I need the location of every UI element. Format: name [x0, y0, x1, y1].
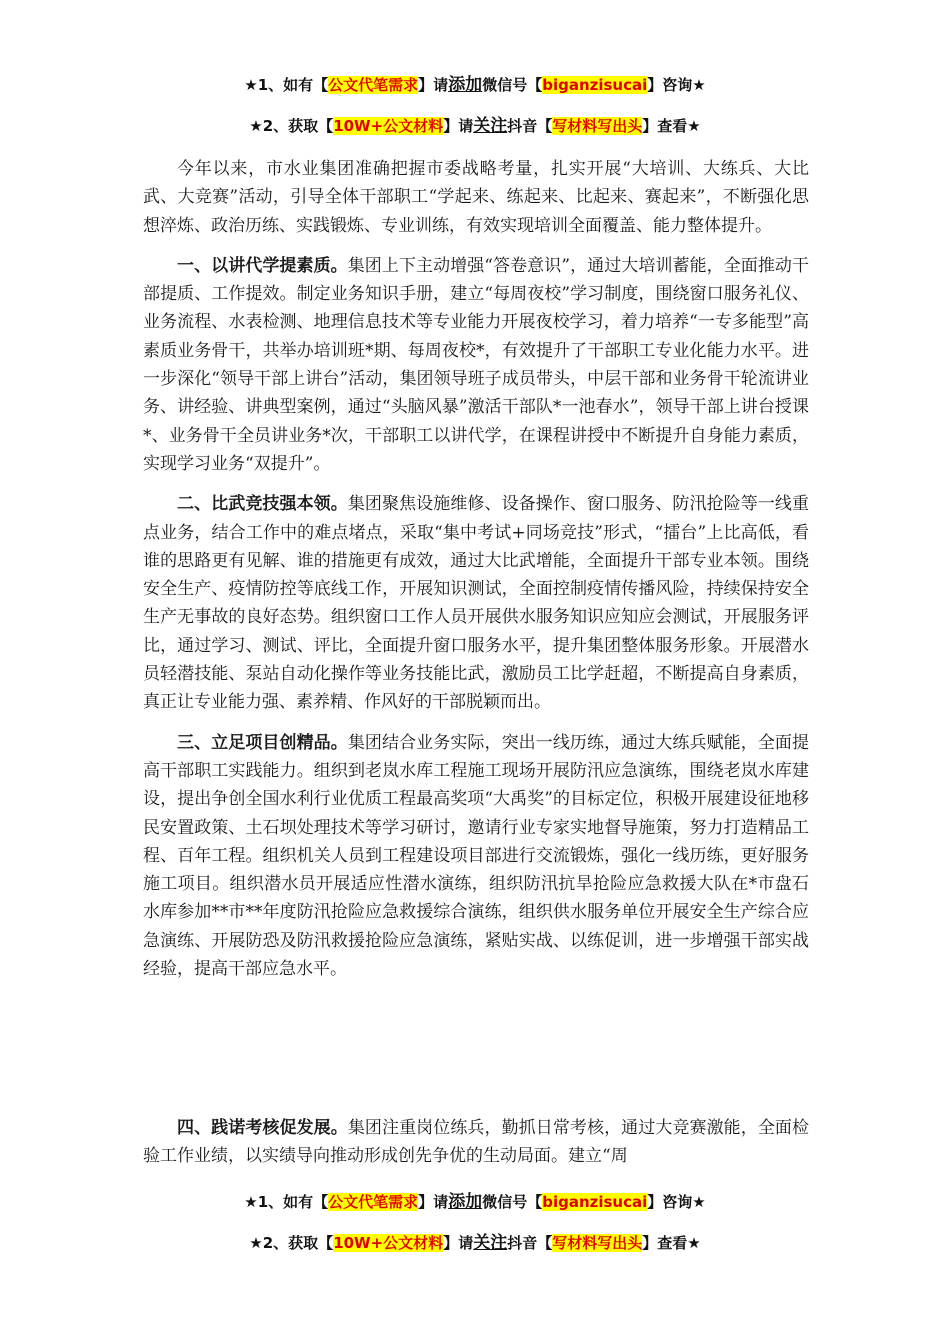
banner-text: 微信号【 — [482, 76, 543, 94]
banner-highlight: 10W+公文材料 — [333, 117, 444, 135]
banner-text: 】查看★ — [642, 1234, 701, 1252]
section-text: 集团聚焦设施维修、设备操作、窗口服务、防汛抢险等一线重点业务，结合工作中的难点堵点，采取“集中考试+同场竞技”形式，“擂台”上比高低，看谁的思路更有见解、谁的措施更有成效，通过大比武增能，全面提升干部专业本领。围绕安全生产、疫情防控等底线工作，开展知识测试，全面控制疫情传播风险，持续保持安全生产无事故的良好态势。组织窗口工作人员开展供水服务知识应知应会测试，开展服务评比，通过学习、测试、评比，全面提升窗口服务水平，提升集团整体服务形象。开展潜水员轻潜技能、泵站自动化操作等业务技能比武，激励员工比学赶超，不断提高自身素质，真正让专业能力强、素养精、作风好的干部脱颖而出。 — [143, 494, 810, 713]
section-text: 集团注重岗位练兵，勤抓日常考核，通过大竞赛激能，全面检验工作业绩，以实绩导向推动形成创先争优的生动局面。建立“周 — [143, 1118, 809, 1167]
banner-text: 】请 — [443, 117, 474, 135]
section-text: 集团结合业务实际，突出一线历练，通过大练兵赋能，全面提高干部职工实践能力。组织到老岚水库工程施工现场开展防汛应急演练，围绕老岚水库建设，提出争创全国水利行业优质工程最高奖项“大禹奖”的目标定位，积极开展建设征地移民安置政策、土石坝处理技术等学习研讨，邀请行业专家实地督导施策，努力打造精品工程、百年工程。组织机关人员到工程建设项目部进行交流锻炼，强化一线历练，更好服务施工项目。组织潜水员开展适应性潜水演练，组织防汛抗旱抢险应急救援大队在*市盘石水库参加**市**年度防汛抢险应急救援综合演练，组织供水服务单位开展安全生产综合应急演练、开展防恐及防汛救援抢险应急演练，紧贴实战、以练促训，进一步增强干部实战经验，提高干部应急水平。 — [143, 732, 810, 980]
banner-underline: 关注 — [473, 1233, 508, 1253]
banner-highlight: 写材料写出头 — [552, 1234, 643, 1252]
section-3-paragraph — [143, 729, 809, 984]
banner-highlight: 公文代笔需求 — [328, 76, 419, 94]
article-body — [143, 155, 809, 995]
promo-banner-bottom-2 — [0, 1228, 950, 1253]
banner-text: 微信号【 — [482, 1193, 543, 1211]
section-text: 集团上下主动增强“答卷意识”，通过大培训蓄能，全面推动干部提质、工作提效。制定业务知识手册，建立“每周夜校”学习制度，围绕窗口服务礼仪、业务流程、水表检测、地理信息技术等专业能力开展夜校学习，着力培养“一专多能型”高素质业务骨干，共举办培训班*期、每周夜校*，有效提升了干部职工专业化能力水平。进一步深化“领导干部上讲台”活动，集团领导班子成员带头，中层干部和业务骨干轮流讲业务、讲经验、讲典型案例，通过“头脑风暴”激活干部队*一池春水”，领导干部上讲台授课*、业务骨干全员讲业务*次，干部职工以讲代学，在课程讲授中不断提升自身能力素质，实现学习业务“双提升”。 — [143, 255, 810, 474]
promo-banner-top-1 — [0, 70, 950, 95]
banner-text: ★2、获取【 — [249, 117, 334, 135]
promo-banner-top-2 — [0, 111, 950, 136]
banner-underline: 添加 — [448, 1192, 483, 1212]
banner-text: ★1、如有【 — [244, 1193, 329, 1211]
banner-text: 抖音【 — [507, 1234, 553, 1252]
banner-highlight: 公文代笔需求 — [328, 1193, 419, 1211]
banner-highlight: biganzisucai — [542, 1193, 648, 1211]
banner-text: 】咨询★ — [647, 76, 706, 94]
banner-text: ★1、如有【 — [244, 76, 329, 94]
section-4-paragraph — [143, 1114, 809, 1171]
banner-highlight: 写材料写出头 — [552, 117, 643, 135]
section-2-paragraph — [143, 490, 809, 716]
banner-underline: 关注 — [473, 116, 508, 136]
banner-text: 抖音【 — [507, 117, 553, 135]
promo-banner-bottom-1 — [0, 1187, 950, 1212]
section-4-clip — [143, 1114, 809, 1174]
intro-paragraph: 今年以来，市水业集团准确把握市委战略考量，扎实开展“大培训、大练兵、大比武、大竞赛”活动，引导全体干部职工“学起来、练起来、比起来、赛起来”，不断强化思想淬炼、政治历练、实践锻炼、专业训练，有效实现培训全面覆盖、能力整体提升。 — [143, 159, 809, 236]
banner-highlight: 10W+公文材料 — [333, 1234, 444, 1252]
section-heading: 一、以讲代学提素质。 — [177, 255, 348, 276]
banner-text: ★2、获取【 — [249, 1234, 334, 1252]
banner-text: 】请 — [418, 1193, 449, 1211]
banner-underline: 添加 — [448, 75, 483, 95]
banner-highlight: biganzisucai — [542, 76, 648, 94]
banner-text: 】查看★ — [642, 117, 701, 135]
section-heading: 二、比武竞技强本领。 — [177, 494, 348, 515]
banner-text: 】请 — [443, 1234, 474, 1252]
section-heading: 四、践诺考核促发展。 — [177, 1118, 348, 1138]
banner-text: 】请 — [418, 76, 449, 94]
section-1-paragraph — [143, 252, 809, 478]
banner-text: 】咨询★ — [647, 1193, 706, 1211]
section-heading: 三、立足项目创精品。 — [177, 732, 348, 753]
